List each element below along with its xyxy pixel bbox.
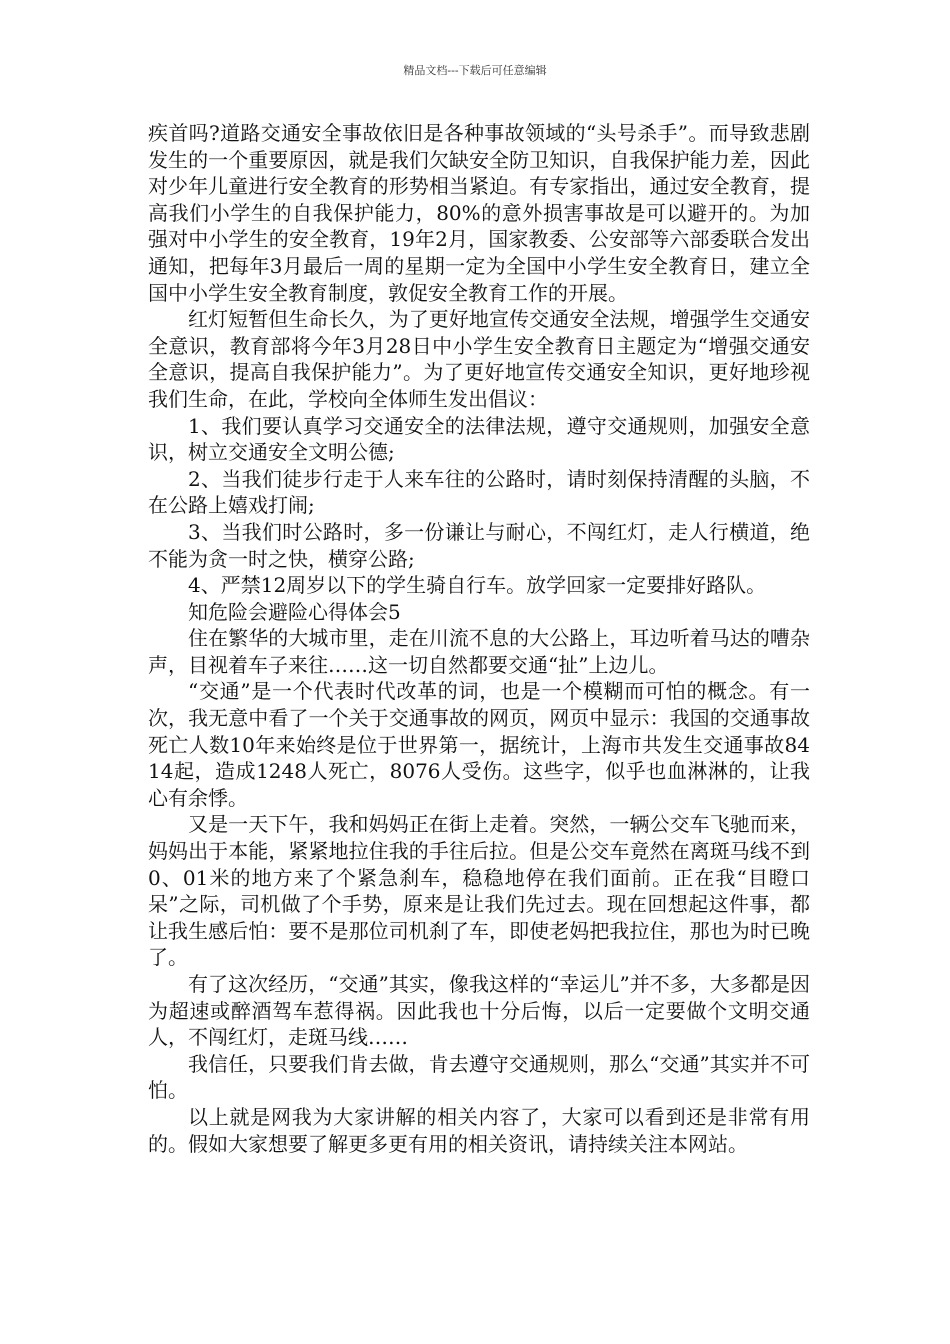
paragraph-closing: 以上就是网我为大家讲解的相关内容了，大家可以看到还是非常有用的。假如大家想要了解更多更有用的相关资讯，请持续关注本网站。 xyxy=(148,1104,810,1156)
list-item-3: 3、当我们时公路时，多一份谦让与耐心，不闯红灯，走人行横道，绝不能为贪一时之快，横穿公路; xyxy=(148,519,810,571)
paragraph-experience: 有了这次经历，“交通”其实，像我这样的“幸运儿”并不多，大多都是因为超速或醉酒驾车惹得祸。因此我也十分后悔，以后一定要做个文明交通人，不闯红灯，走斑马线…… xyxy=(148,972,810,1050)
paragraph-traffic-concept: “交通”是一个代表时代改革的词，也是一个模糊而可怕的概念。有一次，我无意中看了一个关于交通事故的网页，网页中显示：我国的交通事故死亡人数10年来始终是位于世界第一，据统计，上海市共发生交通事故8414起，造成1248人死亡，8076人受伤。这些字，似乎也血淋淋的，让我心有余悸。 xyxy=(148,679,810,810)
list-item-2: 2、当我们徒步行走于人来车往的公路时，请时刻保持清醒的头脑，不在公路上嬉戏打闹; xyxy=(148,466,810,518)
paragraph-belief: 我信任，只要我们肯去做，肯去遵守交通规则，那么“交通”其实并不可怕。 xyxy=(148,1051,810,1103)
list-item-1: 1、我们要认真学习交通安全的法律法规，遵守交通规则，加强安全意识，树立交通安全文明公德; xyxy=(148,413,810,465)
document-body xyxy=(148,120,810,1157)
paragraph-incident: 又是一天下午，我和妈妈正在街上走着。突然，一辆公交车飞驰而来，妈妈出于本能，紧紧地拉住我的手往后拉。但是公交车竟然在离斑马线不到0、01米的地方来了个紧急刹车，稳稳地停在我们面前。正在我“目瞪口呆”之际，司机做了个手势，原来是让我们先过去。现在回想起这件事，都让我生感后怕：要不是那位司机刹了车，即使老妈把我拉住，那也为时已晚了。 xyxy=(148,812,810,970)
page-header: 精品文档---下载后可任意编辑 xyxy=(403,64,547,77)
paragraph-city: 住在繁华的大城市里，走在川流不息的大公路上，耳边听着马达的嘈杂声，目视着车子来往……这一切自然都要交通“扯”上边儿。 xyxy=(148,626,810,677)
paragraph-intro: 疾首吗?道路交通安全事故依旧是各种事故领域的“头号杀手”。而导致悲剧发生的一个重要原因，就是我们欠缺安全防卫知识，自我保护能力差，因此对少年儿童进行安全教育的形势相当紧迫。有专家指出，通过安全教育，提高我们小学生的自我保护能力，80%的意外损害事故是可以避开的。为加强对中小学生的安全教育，19年2月，国家教委、公安部等六部委联合发出通知，把每年3月最后一周的星期一定为全国中小学生安全教育日，建立全国中小学生安全教育制度，敦促安全教育工作的开展。 xyxy=(148,121,810,305)
paragraph-initiative: 红灯短暂但生命长久，为了更好地宣传交通安全法规，增强学生交通安全意识，教育部将今年3月28日中小学生安全教育日主题定为“增强交通安全意识，提高自我保护能力”。为了更好地宣传交通安全知识，更好地珍视我们生命，在此，学校向全体师生发出倡议： xyxy=(148,307,810,411)
section-heading: 知危险会避险心得体会5 xyxy=(188,599,401,624)
list-item-4: 4、严禁12周岁以下的学生骑自行车。放学回家一定要排好路队。 xyxy=(188,573,767,598)
